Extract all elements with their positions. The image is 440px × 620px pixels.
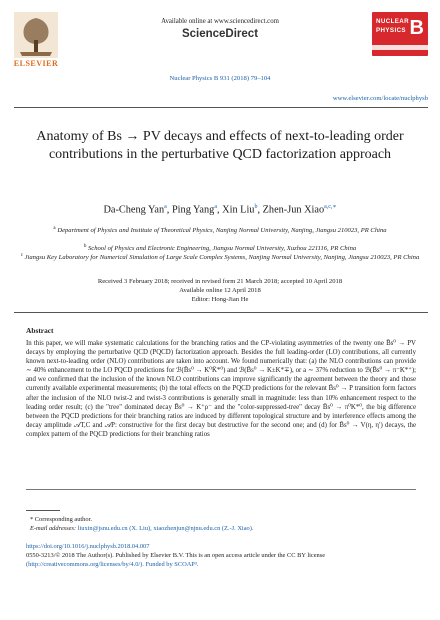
- cover-line-2: PHYSICS: [376, 27, 406, 34]
- author-affiliation-marker[interactable]: b: [254, 204, 258, 210]
- editor-line: Editor: Hong-Jian He: [191, 296, 249, 303]
- sciencedirect-logo-text[interactable]: ScienceDirect: [181, 28, 259, 40]
- email-addresses: [30, 525, 253, 532]
- doi-link[interactable]: https://doi.org/10.1016/j.nuclphysb.2018.04.007: [26, 543, 150, 550]
- header-divider: [14, 107, 428, 108]
- received-dates: Received 3 February 2018; received in revised form 21 March 2018; accepted 10 April 2018: [97, 278, 343, 285]
- cover-stripe: [372, 45, 428, 50]
- elsevier-tree-logo: [14, 12, 58, 58]
- author-name[interactable]: Xin Liu: [222, 204, 255, 216]
- abstract-divider: [26, 489, 416, 490]
- license-link[interactable]: (http://creativecommons.org/licenses/by/4.0/). Funded by SCOAP³.: [26, 561, 199, 568]
- abstract-text: In this paper, we will make systematic calculations for the branching ratios and the CP-violating asymmetries of the twenty one B̄s⁰ → PV decays by employing the perturbative QCD (PQCD) factorization approach. Besides the full leading-order (LO) contributions, all currently known next-to-leading order (NLO) contributions are taken into account. We found numerically that: (a) the NLO contributions can provide ∼ 40% enhancement to the LO PQCD predictions for ℬ(B̄s⁰ → K⁰K̄*⁰) and ℬ(B̄s⁰ → K±K*∓), or a ∼ 37% reduction to ℬ(B̄s⁰ → π⁻K*⁺); and we confirmed that the inclusion of the known NLO contributions can improve significantly the agreement between the theory and those currently available experimental measurements; (b) the total effects on the PQCD predictions for the relevant B̄s⁰ → P transition form factors after the inclusion of the NLO twist-2 and twist-3 contributions is generally small in magnitude: less than 10% enhancement respect to the leading order result; (c) the "tree" dominated decay B̄s⁰ → K⁺ρ⁻ and the "color-suppressed-tree" decay B̄s⁰ → π⁰K*⁰, the big difference between the PQCD predictions for their branching ratios are induced by different topological structure and by interference effects among the decay amplitude 𝒜T,C and 𝒜P: constructive for the first decay but destructive for the second one; and (d) for B̄s⁰ → V(η, η′) decays, the complex pattern of the PQCD predictions for their branching ratios: [26, 340, 416, 438]
- journal-reference-link[interactable]: Nuclear Physics B 931 (2018) 79–104: [169, 75, 271, 82]
- email-links[interactable]: liuxin@jsnu.edu.cn (X. Liu), xiaozhenjun@njnu.edu.cn (Z.-J. Xiao).: [77, 525, 254, 532]
- available-online-date: Available online 12 April 2018: [179, 287, 261, 294]
- author-name[interactable]: Da-Cheng Yan: [103, 204, 165, 216]
- author-affiliation-marker[interactable]: a,c,∗: [324, 204, 337, 210]
- corresponding-author-note: * Corresponding author.: [30, 516, 92, 523]
- cover-letter: B: [409, 17, 424, 39]
- available-online-text[interactable]: Available online at www.sciencedirect.com: [161, 18, 279, 25]
- author-name[interactable]: Ping Yang: [171, 204, 215, 216]
- journal-homepage-link[interactable]: www.elsevier.com/locate/nuclphysb: [332, 95, 428, 102]
- abstract-heading: Abstract: [26, 326, 54, 335]
- nuclear-physics-b-cover: [372, 12, 428, 56]
- affiliation-c: $^c$ Jiangsu Key Laboratory for Numerical Simulation of Large Scale Complex Systems, Nanjing Normal University, Nanjing, Jiangsu 210023, PR China: [20, 253, 420, 262]
- author-affiliation-marker[interactable]: a: [164, 204, 167, 210]
- publisher-name: ELSEVIER: [13, 59, 59, 68]
- author-affiliation-marker[interactable]: a: [214, 204, 217, 210]
- cover-line-1: NUCLEAR: [376, 18, 410, 25]
- author-name[interactable]: Zhen-Jun Xiao: [262, 204, 325, 216]
- dates-divider: [14, 312, 428, 313]
- affiliation-a: $^a$ Department of Physics and Institute of Theoretical Physics, Nanjing Normal University, Nanjing, Jiangsu 210023, PR China: [53, 226, 387, 235]
- author-list: Da-Cheng Yan$^a$, Ping Yang$^a$, Xin Liu$^b$, Zhen-Jun Xiao$^{a,c,∗}$: [103, 204, 337, 216]
- article-title: Anatomy of Bs → PV decays and effects of next-to-leading order contributions in the perturbative QCD factorization approach: [36, 129, 404, 162]
- license-text: 0550-3213/© 2018 The Author(s). Published by Elsevier B.V. This is an open access article under the CC BY license: [26, 552, 326, 559]
- footnote-rule: [26, 510, 60, 511]
- email-label: E-mail addresses:: [30, 525, 77, 532]
- affiliation-b: $^b$ School of Physics and Electronic Engineering, Jiangsu Normal University, Xuzhou 221116, PR China: [83, 244, 357, 253]
